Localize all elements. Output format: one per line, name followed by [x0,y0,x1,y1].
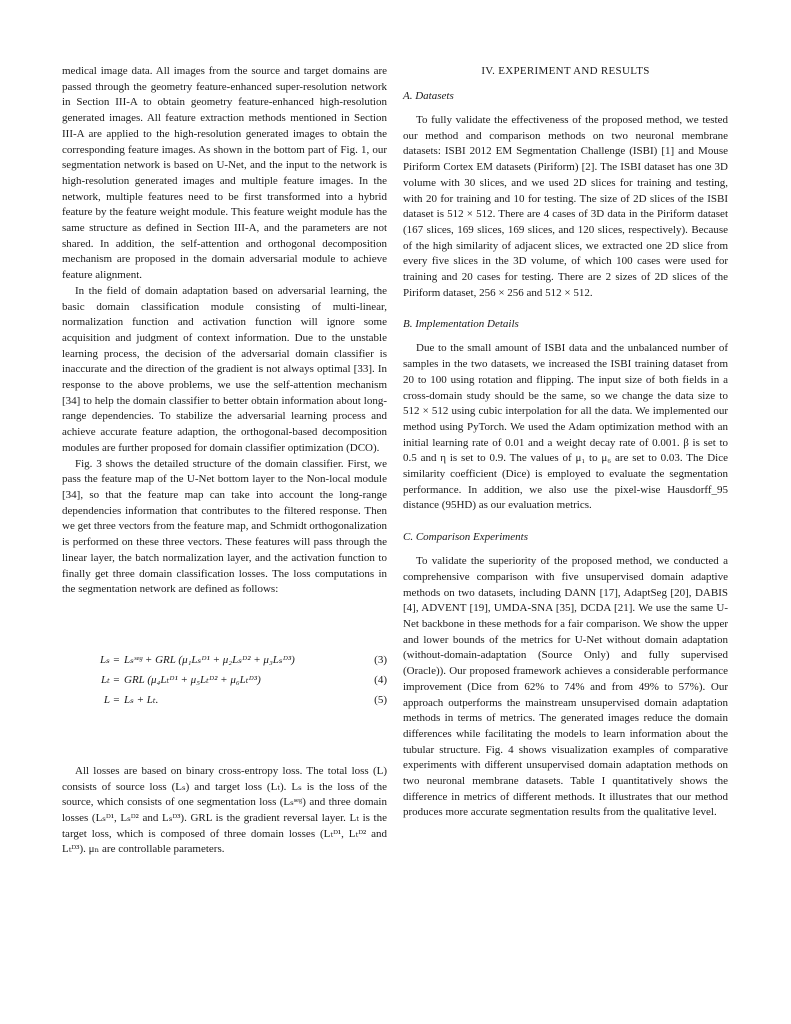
equation-5-number: (5) [374,693,387,706]
left-paragraph-1: medical image data. All images from the source and target domains are passed through the geometry feature-enhanced super-resolution network in Section III-A to obtain geometry feature-enhanced high-resolution generated images. All feature extraction methods mentioned in Section III-A are applied to the high-resolution generated images to obtain the corresponding feature images. As shown in the bottom part of Fig. 1, our segmentation network is based on U-Net, and the input to the network is high-resolution generated images and multiple feature images. In the network, multiple features need to be first transformed into a hybrid feature by the feature weight module. This feature weight module has the same structure as defined in Section III-A, and the parameters are not shared. In addition, the self-attention and orthogonal decomposition mechanism are proposed in the domain adversarial module to achieve feature alignment. [62,65,387,282]
left-paragraph-2: In the field of domain adaptation based on adversarial learning, the basic domain classification module consisting of multi-linear, normalization function and activation function will ignore some acquisition and judgment of context information. Due to the unstable learning process, the decision of the adversarial domain classifier is inaccurate and the direction of the gradient is not always optimal [33]. In response to the above problems, we use the self-attention mechanism [34] to help the domain classifier to better obtain information about long-range dependencies. To stabilize the adversarial learning process and achieve accurate feature adaption, the orthogonal-based decomposition modules are further proposed for domain classifier optimization (DCO). [62,284,387,454]
equation-4-lhs: Lₜ = [100,673,120,686]
left-column [62,64,387,858]
left-paragraph-3: Fig. 3 shows the detailed structure of the domain classifier. First, we pass the feature map of the U-Net bottom layer to the Non-local module [34], so that the feature map can take into account the long-range dependencies information that contributes to the filtered response. Then we get three vectors from the feature map, and Schmidt orthogonalization is performed on these three vectors. These features will pass through the linear layer, the batch normalization layer, and the activation function to finally get three domain classification losses. The loss computations in the segmentation network are defined as follows: [62,457,387,596]
loss-equations [62,650,387,710]
left-paragraph-4: All losses are based on binary cross-entropy loss. The total loss (L) consists of source loss (Lₛ) and target loss (Lₜ). Lₛ is the loss of the source, which consists of one segmentation loss (Lₛˢᵉᵍ) and three domain losses (Lₛᴰ¹, Lₛᴰ² and Lₛᴰ³). GRL is the gradient reversal layer. Lₜ is the target loss, which is composed of three domain losses (Lₜᴰ¹, Lₜᴰ² and Lₜᴰ³). μₙ are controllable parameters. [62,764,387,856]
right-column [403,64,728,821]
subsection-comparison-heading: C. Comparison Experiments [403,531,528,544]
equation-3 [62,650,387,670]
equation-3-number: (3) [374,653,387,666]
subsection-implementation-heading: B. Implementation Details [403,318,519,331]
subsection-datasets-heading: A. Datasets [403,90,454,102]
equation-4 [62,670,387,690]
equation-5 [62,690,387,710]
datasets-paragraph: To fully validate the effectiveness of the proposed method, we tested our method and comparison methods on two neuronal membrane datasets: ISBI 2012 EM Segmentation Challenge (ISBI) [1] and Mouse Piriform Cortex EM datasets (Piriform) [2]. The ISBI dataset has one 3D volume with 30 slices, and we used 2D slices for training and testing, with 20 for training and 10 for testing. The size of 2D slices of the ISBI dataset is 512 × 512. There are 4 cases of 3D data in the Piriform dataset (167 slices, 169 slices, 169 slices, and 120 slices, respectively). Because of the high similarity of adjacent slices, we extracted one 2D slice from every five slices in the 3D volume, of which 100 cases were used for training and 20 cases for testing. There are 2 sizes of 2D slices of the Piriform dataset, 256 × 256 and 512 × 512. [403,114,728,299]
section-title: IV. EXPERIMENT AND RESULTS [481,65,650,77]
equation-4-rhs: GRL (μ₄Lₜᴰ¹ + μ₅Lₜᴰ² + μ₆Lₜᴰ³) [124,673,261,686]
equation-5-lhs: L = [103,693,120,706]
equation-5-rhs: Lₛ + Lₜ. [124,693,159,706]
implementation-paragraph: Due to the small amount of ISBI data and the unbalanced number of samples in the two datasets, we increased the ISBI training dataset from 20 to 100 using rotation and flipping. The input size of both fields in a cross-domain study should be the same, so we change the data size to 512 × 512 using cubic interpolation for all the data. We implemented our method using PyTorch. We used the Adam optimization method with an initial learning rate of 0.01 and a weight decay rate of 0.001. β is set to 0.5 and η is set to 0.9. The values of μ₁ to μ₆ are set to 0.03. The Dice similarity coefficient (Dice) is employed to evaluate the segmentation performance. In addition, we also use the pixel-wise Hausdorff_95 distance (95HD) as our evaluation metrics. [403,342,728,512]
equation-4-number: (4) [374,673,387,686]
comparison-paragraph: To validate the superiority of the proposed method, we conducted a comprehensive comparison with five unsupervised domain adaptive methods on two datasets, including DANN [17], AdaptSeg [20], DABIS [4], ADVENT [19], UMDA-SNA [35], DCDA [21]. We use the same U-Net backbone in these methods for a fair comparison. We show the upper and lower bounds of the metrics for U-Net without domain adaptation (without-domain-adaptation (Source Only) and fully supervised (Oracle)). Our proposed framework achieves a considerable performance improvement (Dice from 62% to 74% and from 49% to 57%). Our approach outperforms the mainstream unsupervised domain adaptation methods in terms of metrics. The generated images reduce the domain differences while facilitating the models to learn information about the tubular structure. Fig. 4 shows visualization examples of comparative experiments with different unsupervised domain adaptation methods on two neuronal membrane datasets. Table I quantitatively shows the difference in metrics of different methods. It illustrates that our method produces more accurate segmentation results from the qualitative level. [403,555,728,819]
equation-3-lhs: Lₛ = [100,653,120,666]
equation-3-rhs: Lₛˢᵉᵍ + GRL (μ₁Lₛᴰ¹ + μ₂Lₛᴰ² + μ₃Lₛᴰ³) [124,653,295,666]
